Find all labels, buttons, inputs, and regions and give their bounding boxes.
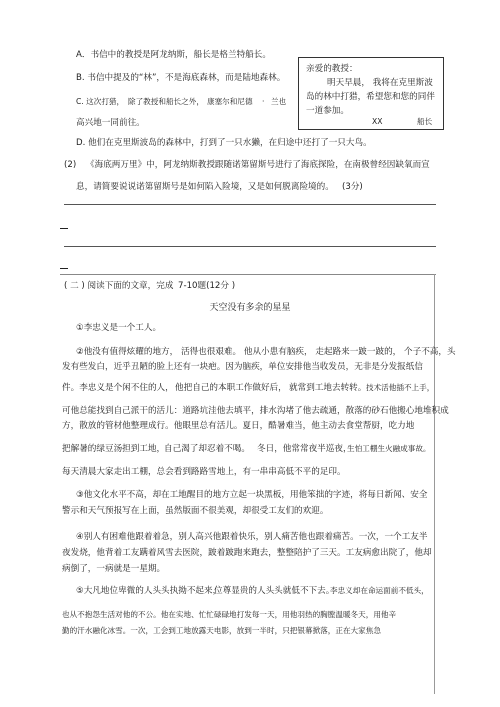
answer-line-marker <box>60 268 68 269</box>
section-header: ( 二 ) 阅读下面的文章，完成 <box>64 281 174 291</box>
question-2-number: (2) <box>64 160 77 170</box>
option-c-part3: 康塞尔和尼德 <box>207 97 253 106</box>
margin-rule <box>434 274 435 694</box>
paragraph-2-line-5: 方，散放的管材他整理成行。他眼里总有活儿。夏日，酷暑难当，他主动去食堂帮厨，吃力地 <box>62 421 415 431</box>
note-sign-mark: XX <box>372 117 383 126</box>
paragraph-5-line-2: 也从不抱怨生活对他的不公。他在实地、忙忙碌碌地打发每一天，用他羽热的胸膛温暖冬天，用他辛 <box>62 610 397 619</box>
paragraph-3-line-1: ③他文化水平不高，却在工地醒目的地方立起一块黑板，用他笨拙的字迹，将每日新闻、安全 <box>76 490 428 500</box>
note-line-2: 岛的林中打猎，希望您和您的同伴 <box>306 92 435 102</box>
section-top-rule <box>60 274 436 275</box>
paragraph-2-line-3c: 就常到工地去转转。 <box>289 383 367 393</box>
paragraph-2-line-6a: 把解暑的绿豆汤担到工地， <box>62 444 166 454</box>
paragraph-2-line-6b: 自己渴了却忍着不喝。 <box>164 444 250 454</box>
paragraph-2-line-3a: 件。李忠义是个闲不住的人， <box>62 383 174 393</box>
paragraph-3-line-2: 警示和天气预报写在上面，虽然版面不很美观，却很受工友们的欢迎。 <box>62 506 329 516</box>
paragraph-5-line-3: 勤的汗水融化冰雪。一次，工会到工地放露天电影，放到一半时，只把银幕掀落，正在大家焦急 <box>62 626 381 635</box>
option-c-part2: 除了教授和船长之外， <box>128 97 204 106</box>
paragraph-2-line-6c: 冬日，他常常夜半巡夜， <box>257 444 352 454</box>
option-c-continued: 高兴地一同前往。 <box>76 118 145 128</box>
paragraph-5-line-1a: ⑤大凡地位卑微的人头头执拗不起来， <box>76 586 222 596</box>
question-2-line-1: 《海底两万里》中，阿龙纳斯教授跟随诺第留斯号进行了海底探险，在南极曾经因缺氧而宣 <box>86 160 430 170</box>
option-b: B. 书信中提及的“林”，不是海底森林，而是陆地森林。 <box>76 73 286 83</box>
paragraph-4-line-1: ④别人有困难他跟着着急，别人高兴他跟着快乐，别人痛苦他也跟着痛苦。一次，一个工友半 <box>76 532 428 542</box>
paragraph-2-line-2: 发有些发白，近乎丑陋的脸上还有一块疤。因为脑疾，单位安排他当收发员，无非是分发报纸信 <box>62 362 423 372</box>
paragraph-2-line-3b: 他把自己的本职工作做好后， <box>175 383 287 393</box>
paragraph-2-line-3d: 技术活他插不上手， <box>366 383 435 392</box>
section-question-range: 7-10题(12分 ) <box>178 281 236 291</box>
note-line-1: 明天早晨， 我将在克里斯波 <box>327 78 433 88</box>
note-sign-title: 船长 <box>417 117 433 126</box>
note-line-3: 一道参加。 <box>306 106 349 116</box>
passage-title: 天空没有多余的星星 <box>209 303 291 313</box>
answer-line-marker <box>60 228 68 229</box>
paragraph-5-line-1c: 李忠义却在命运面前不低头， <box>330 586 429 595</box>
paragraph-2-line-4: 可他总能找到自己派干的活儿：道路坑洼他去填平，排水沟堵了他去疏通，散落的砂石他搬心地堆积成 <box>62 406 449 416</box>
question-2-score: (3分) <box>342 182 363 192</box>
paragraph-1: ①李忠义是一个工人。 <box>76 323 162 333</box>
option-c-part4: · <box>262 97 265 106</box>
answer-line <box>64 204 436 205</box>
paragraph-4-line-2: 夜发烧，他背着工友蹒着风雪去医院，跛着跛跑来跑去，整整陪护了三天。工友病愈出院了，他却 <box>62 548 432 558</box>
invitation-note-box <box>298 57 444 130</box>
note-greeting: 亲爱的教授： <box>306 64 358 74</box>
question-2-line-2: 息，请简要说说诺第留斯号是如何陷入险境，又是如何脱离险境的。 <box>76 182 334 192</box>
option-c-part5: 兰也 <box>271 97 287 106</box>
option-d: D. 他们在克里斯波岛的森林中，打到了一只水獭，在归途中还打了一只大鸟。 <box>76 138 372 148</box>
paragraph-4-line-3: 病倒了，一病就是一星期。 <box>62 564 166 574</box>
paragraph-5-line-1b: 位尊显贵的人头头就低不下去。 <box>214 586 335 596</box>
option-a: A．书信中的教授是阿龙纳斯，船长是格兰特船长。 <box>76 50 271 60</box>
paragraph-2-line-1: ②他没有值得炫耀的地方， 活得也很艰难。 他从小患有脑疾， 走起路来一跛一跛的， 个子不高，头 <box>76 347 456 357</box>
paragraph-2-line-7: 每天清晨大家走出工棚，总会看到路路雪地上，有一串串高低不平的足印。 <box>62 467 346 477</box>
paragraph-2-line-6d: 生怕工棚生火融成事故。 <box>347 444 431 453</box>
option-c-part1: C. 这次打猎， <box>76 97 125 106</box>
answer-line <box>64 246 436 247</box>
